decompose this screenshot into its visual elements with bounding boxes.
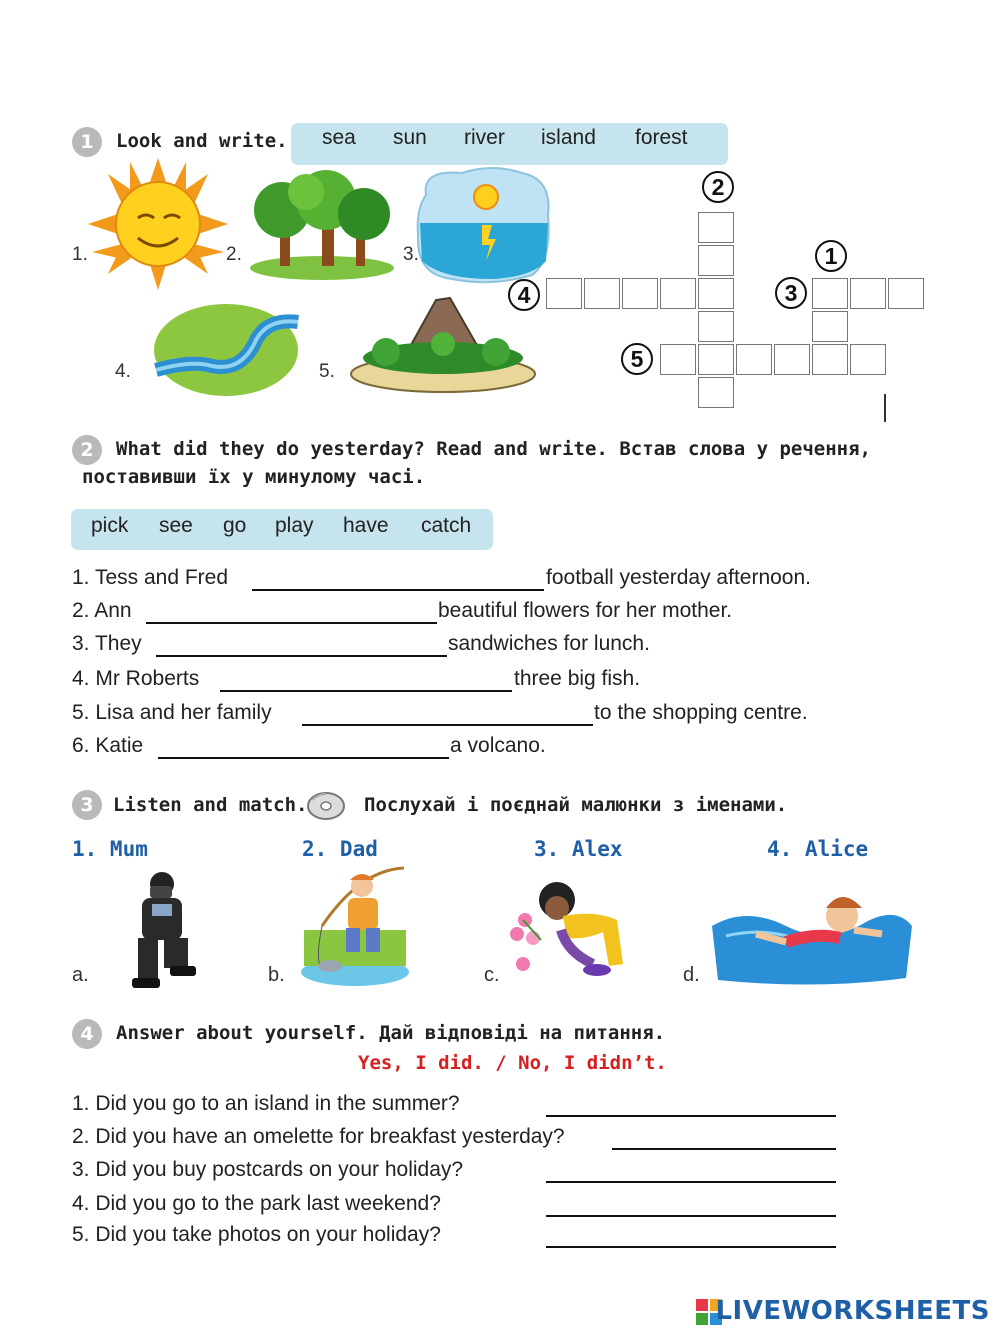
- section4-answer-hint: Yes, I did. / No, I didn’t.: [358, 1052, 667, 1074]
- sentence-6-start: 6. Katie: [72, 734, 144, 757]
- sentence-6-end: a volcano.: [450, 734, 546, 757]
- island-illustration: [346, 294, 540, 396]
- section3-title-ua: Послухай і поєднай малюнки з іменами.: [364, 794, 788, 816]
- sea-illustration: [412, 165, 552, 285]
- sentence-1-end: football yesterday afternoon.: [546, 566, 812, 589]
- word-see: see: [159, 514, 193, 537]
- sentence-5-blank[interactable]: [302, 724, 593, 726]
- section1-title: Look and write.: [116, 130, 288, 152]
- word-sea: sea: [322, 126, 356, 149]
- question-4: 4. Did you go to the park last weekend?: [72, 1192, 441, 1215]
- sun-illustration: [88, 158, 228, 290]
- word-river: river: [464, 126, 505, 149]
- crossword-number-4: 4: [508, 279, 540, 311]
- crossword-cell[interactable]: [660, 344, 696, 375]
- name-alice: 4. Alice: [767, 837, 869, 861]
- word-go: go: [223, 514, 247, 537]
- picture-label-4: 4.: [115, 361, 131, 382]
- word-catch: catch: [421, 514, 472, 537]
- crossword-cell[interactable]: [546, 278, 582, 309]
- crossword-cell[interactable]: [812, 278, 848, 309]
- sentence-3-blank[interactable]: [156, 655, 447, 657]
- crossword-number-3: 3: [775, 277, 807, 309]
- word-have: have: [343, 514, 389, 537]
- river-illustration: [152, 300, 300, 400]
- photographer-illustration: [124, 868, 198, 992]
- cd-icon: [306, 790, 346, 822]
- sentence-4-blank[interactable]: [220, 690, 512, 692]
- question-5: 5. Did you take photos on your holiday?: [72, 1223, 441, 1246]
- name-mum: 1. Mum: [72, 837, 148, 861]
- crossword-number-1: 1: [815, 240, 847, 272]
- crossword-cell[interactable]: [698, 278, 734, 309]
- answer-3-blank[interactable]: [546, 1181, 836, 1183]
- crossword-cell[interactable]: [660, 278, 696, 309]
- word-pick: pick: [91, 514, 129, 537]
- picture-letter-c: c.: [484, 964, 500, 986]
- crossword-cell[interactable]: [812, 311, 848, 342]
- crossword-number-5: 5: [621, 343, 653, 375]
- section4-number-badge: 4: [72, 1019, 102, 1049]
- crossword-cell[interactable]: [888, 278, 924, 309]
- sentence-1-start: 1. Tess and Fred: [72, 566, 229, 589]
- picture-letter-a: a.: [72, 964, 89, 986]
- word-forest: forest: [635, 126, 688, 149]
- forest-illustration: [246, 170, 398, 282]
- fisherman-illustration: [300, 866, 410, 990]
- section2-word-box: [71, 509, 493, 550]
- sentence-4-start: 4. Mr Roberts: [72, 667, 200, 690]
- crossword-cell[interactable]: [736, 344, 772, 375]
- crossword-cell[interactable]: [850, 344, 886, 375]
- picture-label-3: 3.: [403, 244, 419, 265]
- crossword-cell[interactable]: [812, 344, 848, 375]
- sentence-3-end: sandwiches for lunch.: [448, 632, 650, 655]
- sentence-4-end: three big fish.: [514, 667, 641, 690]
- crossword-cell[interactable]: [698, 311, 734, 342]
- word-sun: sun: [393, 126, 427, 149]
- picture-label-1: 1.: [72, 244, 88, 265]
- crossword-cell[interactable]: [584, 278, 620, 309]
- section2-number-badge: 2: [72, 435, 102, 465]
- crossword-cell[interactable]: [622, 278, 658, 309]
- sentence-5-start: 5. Lisa and her family: [72, 701, 272, 724]
- word-island: island: [541, 126, 596, 149]
- question-1: 1. Did you go to an island in the summer?: [72, 1092, 460, 1115]
- liveworksheets-watermark[interactable]: LIVEWORKSHEETS: [715, 1296, 990, 1326]
- word-play: play: [275, 514, 314, 537]
- sentence-2-start: 2. Ann: [72, 599, 132, 622]
- crossword-cell[interactable]: [698, 212, 734, 243]
- section1-word-box: [291, 123, 728, 165]
- crossword-cell[interactable]: [774, 344, 810, 375]
- sentence-6-blank[interactable]: [158, 757, 449, 759]
- text-cursor: [884, 394, 886, 422]
- sentence-2-blank[interactable]: [146, 622, 437, 624]
- section3-number-badge: 3: [72, 790, 102, 820]
- crossword-cell[interactable]: [698, 344, 734, 375]
- name-dad: 2. Dad: [302, 837, 378, 861]
- girl-flowers-illustration: [505, 880, 635, 986]
- answer-1-blank[interactable]: [546, 1115, 836, 1117]
- crossword-cell[interactable]: [698, 377, 734, 408]
- section3-title: Listen and match.: [113, 794, 308, 816]
- sentence-5-end: to the shopping centre.: [594, 701, 808, 724]
- crossword-cell[interactable]: [850, 278, 886, 309]
- picture-label-2: 2.: [226, 244, 242, 265]
- section1-number-badge: 1: [72, 127, 102, 157]
- sentence-1-blank[interactable]: [252, 589, 544, 591]
- crossword-cell[interactable]: [698, 245, 734, 276]
- answer-4-blank[interactable]: [546, 1215, 836, 1217]
- answer-2-blank[interactable]: [612, 1148, 836, 1150]
- question-3: 3. Did you buy postcards on your holiday?: [72, 1158, 464, 1181]
- name-alex: 3. Alex: [534, 837, 623, 861]
- sentence-2-end: beautiful flowers for her mother.: [438, 599, 733, 622]
- picture-label-5: 5.: [319, 361, 335, 382]
- question-2: 2. Did you have an omelette for breakfast yesterday?: [72, 1125, 565, 1148]
- sentence-3-start: 3. They: [72, 632, 142, 655]
- section2-title-line1: What did they do yesterday? Read and write. Встав слова у речення,: [116, 438, 871, 460]
- section2-title-line2: поставивши їх у минулому часі.: [82, 466, 426, 488]
- answer-5-blank[interactable]: [546, 1246, 836, 1248]
- swimming-girl-illustration: [706, 886, 918, 986]
- crossword-number-2: 2: [702, 171, 734, 203]
- section4-title: Answer about yourself. Дай відповіді на питання.: [116, 1022, 666, 1044]
- picture-letter-b: b.: [268, 964, 285, 986]
- picture-letter-d: d.: [683, 964, 700, 986]
